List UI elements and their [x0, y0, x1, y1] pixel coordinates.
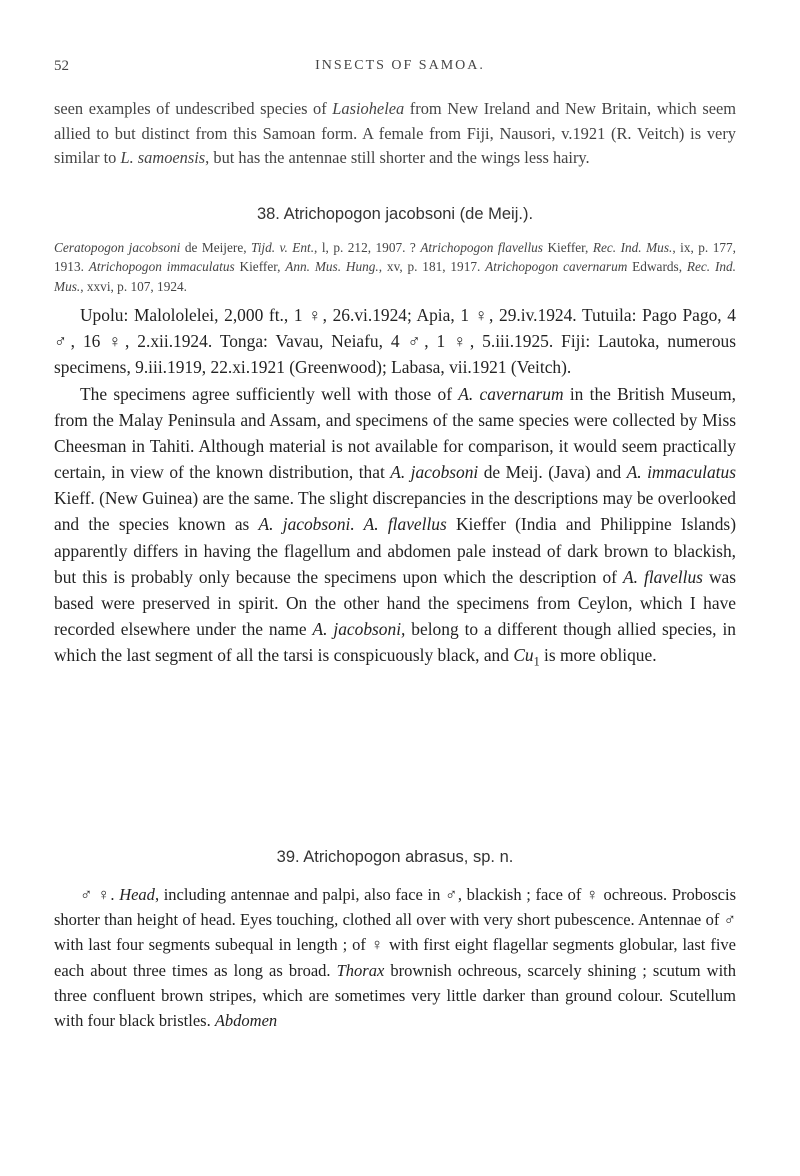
localities-38: Upolu: Malololelei, 2,000 ft., 1 ♀, 26.vi.1924; Apia, 1 ♀, 29.iv.1924. Tutuila: Pago Pago, 4 ♂, 16 ♀, 2.xii.1924. Tonga: Vavau, Neiafu, 4 ♂, 1 ♀, 5.iii.1925. Fiji: Lautoka, numerous specimens, 9.iii.1919, 22.xi.1921 (Greenwood); Labasa, vii.1921 (Veitch). [54, 305, 736, 378]
page-number: 52 [54, 58, 69, 74]
synonymy-38: Ceratopogon jacobsoni de Meijere, Tijd. v. Ent., l, p. 212, 1907. ? Atrichopogon flavellus Kieffer, Rec. Ind. Mus., ix, p. 177, 1913. Atrichopogon immaculatus Kieffer, Ann. Mus. Hung., xv, p. 181, 1917. Atrichopogon cavernarum Edwards, Rec. Ind. Mus., xxvi, p. 107, 1924. [54, 240, 737, 294]
running-title: INSECTS OF SAMOA. [315, 58, 485, 73]
section-39-title: 39. Atrichopogon abrasus, sp. n. [276, 848, 514, 866]
description-39: ♂ ♀. Head, including antennae and palpi, also face in ♂, blackish ; face of ♀ ochreous. Proboscis shorter than height of head. Eyes touching, clothed all over with very short pubescence. Antennae of ♂ with last four segments subequal in length ; of ♀ with first eight flagellar segments globular, last five each about three times as long as broad. Thorax brownish ochreous, scarcely shining ; scutum with three confluent brown stripes, which are sometimes very little darker than ground colour. Scutellum with four black bristles. Abdomen [54, 885, 736, 1031]
section-38-title: 38. Atrichopogon jacobsoni (de Meij.). [256, 205, 534, 223]
page-header [0, 58, 800, 82]
intro-text: seen examples of undescribed species of Lasiohelea from New Ireland and New Britain, which seem allied to but distinct from this Samoan form. A female from Fiji, Nausori, v.1921 (R. Veitch) is very similar to L. samoensis, but has the antennae still shorter and the wings less hairy. [54, 99, 736, 167]
discussion-38: The specimens agree sufficiently well with those of A. cavernarum in the British Museum, from the Malay Peninsula and Assam, and specimens of the same species were collected by Miss Cheesman in Tahiti. Although material is not available for comparison, it would seem practically certain, in view of the known distribution, that A. jacobsoni de Meij. (Java) and A. immaculatus Kieff. (New Guinea) are the same. The slight discrepancies in the descriptions may be overlooked and the species known as A. jacobsoni. A. flavellus Kieffer (India and Philippine Islands) apparently differs in having the flagellum and abdomen pale instead of dark brown to blackish, but this is probably only because the specimens upon which the description of A. flavellus was based were preserved in spirit. On the other hand the specimens from Ceylon, which I have recorded elsewhere under the name A. jacobsoni, belong to a different though allied species, in which the last segment of all the tarsi is conspicuously black, and $Cu_1$ is more oblique. [54, 384, 736, 669]
intro-paragraph [54, 97, 736, 171]
